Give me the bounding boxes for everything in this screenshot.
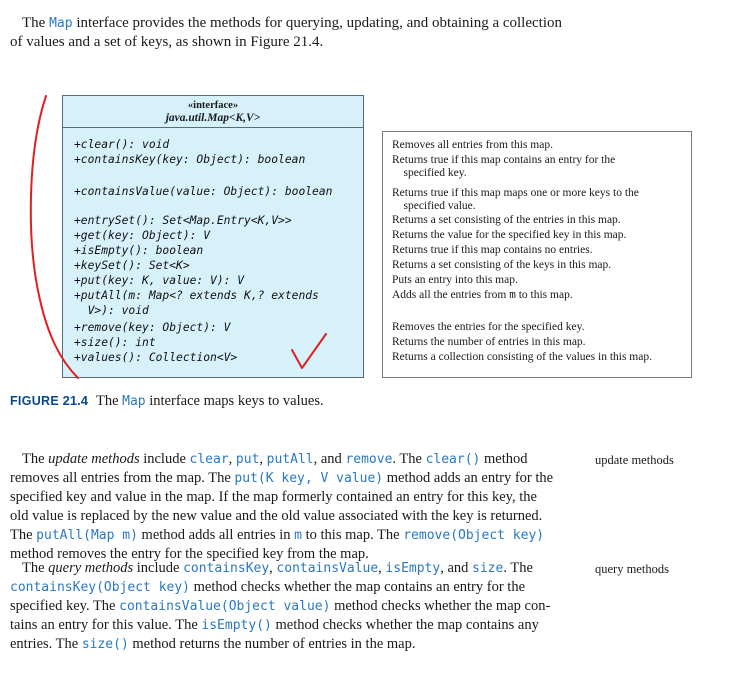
- uml-op-putall: +putAll(m: Map<? extends K,? extends: [74, 289, 319, 302]
- figure-label: FIGURE: [10, 394, 60, 408]
- para1-line-6: method removes the entry for the specified key from the map.: [10, 546, 369, 562]
- para1-line-2: removes all entries from the map. The put(K key, V value) method adds an entry for the: [10, 470, 554, 486]
- uml-op-entryset: +entrySet(): Set<Map.Entry<K,V>>: [74, 214, 292, 227]
- uml-op-putall-cont: V>): void: [74, 304, 149, 317]
- para2-line-3: specified key. The containsValue(Object value) method checks whether the map con-: [10, 598, 551, 614]
- para1-line-5: The putAll(Map m) method adds all entries in m to this map. The remove(Object key): [10, 527, 545, 543]
- query-methods-paragraph: [10, 559, 576, 654]
- intro-line-2: of values and a set of keys, as shown in Figure 21.4.: [10, 34, 324, 50]
- update-methods-paragraph: [10, 450, 576, 564]
- uml-op-size: +size(): int: [74, 336, 156, 349]
- map-code: Map: [49, 16, 73, 31]
- red-bracket-mark: [31, 96, 78, 378]
- uml-class-name: java.util.Map<K,V>: [165, 112, 261, 124]
- figure-caption: FIGURE 21.4 The Map interface maps keys to values.: [10, 393, 324, 409]
- desc-containskey-cont: specified key.: [392, 167, 467, 179]
- desc-clear: Removes all entries from this map.: [392, 139, 553, 151]
- red-checkmark: [292, 334, 326, 368]
- desc-containskey: Returns true if this map contains an entry for the: [392, 154, 616, 166]
- para2-line-1: The query methods include containsKey, containsValue, isEmpty, and size. The: [22, 560, 533, 576]
- desc-entryset: Returns a set consisting of the entries in this map.: [392, 214, 621, 226]
- para1-line-4: old value is replaced by the new value and the old value associated with the key is returned.: [10, 508, 543, 524]
- uml-stereotype: «interface»: [187, 100, 239, 111]
- uml-op-isempty: +isEmpty(): boolean: [74, 244, 204, 257]
- desc-put: Puts an entry into this map.: [392, 274, 518, 286]
- intro-line-1: The Map interface provides the methods for querying, updating, and obtaining a collection: [22, 15, 563, 31]
- para2-line-4: tains an entry for this value. The isEmpty() method checks whether the map contains any: [10, 617, 539, 633]
- desc-containsvalue-cont: specified value.: [392, 200, 476, 212]
- desc-isempty: Returns true if this map contains no entries.: [392, 244, 593, 256]
- desc-get: Returns the value for the specified key in this map.: [392, 229, 627, 241]
- uml-op-containsvalue: +containsValue(value: Object): boolean: [74, 185, 333, 198]
- uml-op-put: +put(key: K, value: V): V: [74, 274, 245, 287]
- uml-op-values: +values(): Collection<V>: [74, 351, 238, 364]
- desc-putall: Adds all the entries from m to this map.: [392, 288, 573, 301]
- desc-containsvalue: Returns true if this map maps one or more keys to the: [392, 187, 639, 199]
- uml-op-keyset: +keySet(): Set<K>: [74, 259, 190, 272]
- para1-line-3: specified key and value in the map. If the map formerly contained an entry for this key, the: [10, 489, 537, 505]
- desc-size: Returns the number of entries in this map.: [392, 336, 586, 348]
- uml-op-clear: +clear(): void: [74, 138, 170, 151]
- desc-remove: Removes the entries for the specified key.: [392, 321, 585, 333]
- margin-note-update: update methods: [595, 453, 674, 467]
- desc-values: Returns a collection consisting of the values in this map.: [392, 351, 652, 363]
- para1-line-1: The update methods include clear, put, putAll, and remove. The clear() method: [22, 451, 528, 467]
- uml-op-containskey: +containsKey(key: Object): boolean: [74, 153, 306, 166]
- desc-keyset: Returns a set consisting of the keys in this map.: [392, 259, 612, 271]
- figure-number: 21.4: [62, 393, 88, 408]
- uml-op-get: +get(key: Object): V: [74, 229, 211, 242]
- uml-op-remove: +remove(key: Object): V: [74, 321, 231, 334]
- para2-line-2: containsKey(Object key) method checks whether the map contains an entry for the: [10, 579, 526, 595]
- para2-line-5: entries. The size() method returns the number of entries in the map.: [10, 636, 416, 652]
- margin-note-query: query methods: [595, 562, 669, 576]
